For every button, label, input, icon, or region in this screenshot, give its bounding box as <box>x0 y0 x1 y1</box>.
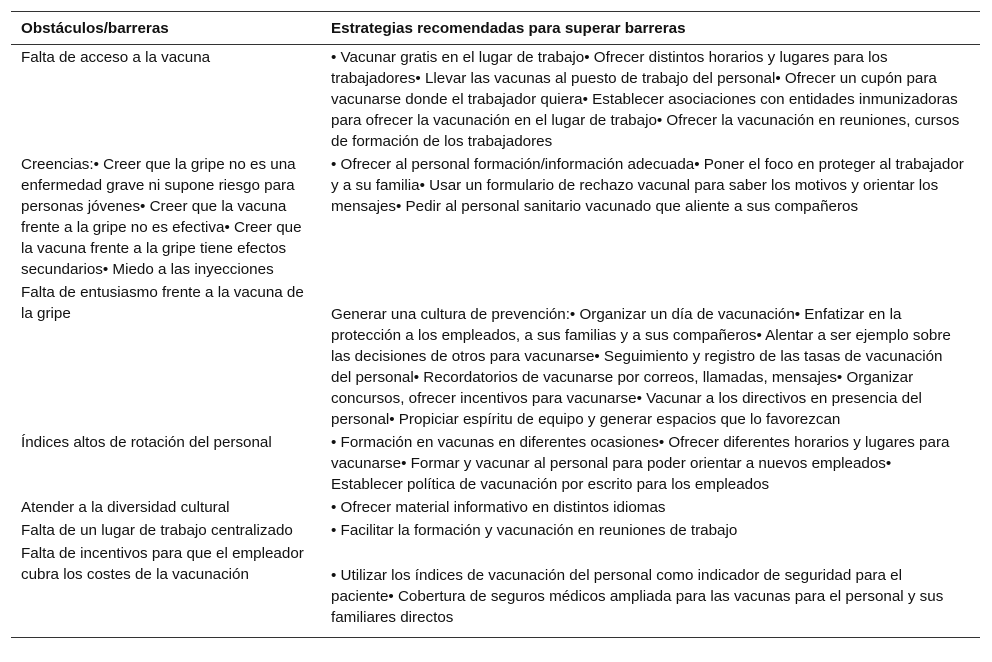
barriers-strategies-table <box>11 12 980 637</box>
header-obstacles: Obstáculos/barreras <box>11 12 321 45</box>
table-row <box>11 153 980 281</box>
obstacle-cell: Creencias:• Creer que la gripe no es una enfermedad grave ni supone riesgo para personas jóvenes• Creer que la vacuna frente a la gripe no es efectiva• Creer que la vacuna frente a la gripe tiene efectos secundarios• Miedo a las inyecciones <box>21 156 302 278</box>
table-header <box>11 12 980 45</box>
table-body <box>11 45 980 638</box>
header-row <box>11 12 980 45</box>
header-strategies: Estrategias recomendadas para superar barreras <box>321 12 980 45</box>
table-row <box>11 431 980 496</box>
table-row <box>11 281 980 431</box>
obstacle-cell: Falta de un lugar de trabajo centralizado <box>21 522 293 539</box>
table-row <box>11 45 980 154</box>
strategy-cell: • Utilizar los índices de vacunación del personal como indicador de seguridad para el paciente• Cobertura de seguros médicos ampliada para las vacunas para el personal y sus familiares directos <box>331 567 944 626</box>
strategy-cell: • Ofrecer al personal formación/información adecuada• Poner el foco en proteger al trabajador y a su familia• Usar un formulario de rechazo vacunal para saber los motivos y orientar los mensajes• Pedir al personal sanitario vacunado que aliente a sus compañeros <box>331 156 964 215</box>
strategy-cell: Generar una cultura de prevención:• Organizar un día de vacunación• Enfatizar en la protección a los empleados, a sus familias y a sus compañeros• Alentar a ser ejemplo sobre las decisiones de otros para vacunarse• Seguimiento y registro de las tasas de vacunación del personal• Recordatorios de vacunarse por correos, llamadas, mensajes• Organizar concursos, ofrecer incentivos para vacunarse• Vacunar a los directivos en presencia del personal• Propiciar espíritu de equipo y generar espacios que lo favorezcan <box>331 306 951 428</box>
barriers-table-container <box>11 11 980 638</box>
obstacle-cell: Atender a la diversidad cultural <box>21 499 230 516</box>
strategy-cell: • Ofrecer material informativo en distintos idiomas <box>331 499 666 516</box>
obstacle-cell: Índices altos de rotación del personal <box>21 434 272 451</box>
table-row <box>11 519 980 542</box>
obstacle-cell: Falta de acceso a la vacuna <box>21 49 211 66</box>
table-row <box>11 542 980 637</box>
strategy-cell: • Facilitar la formación y vacunación en reuniones de trabajo <box>331 522 738 539</box>
table-row <box>11 496 980 519</box>
strategy-cell: • Formación en vacunas en diferentes ocasiones• Ofrecer diferentes horarios y lugares para vacunarse• Formar y vacunar al personal para poder orientar a nuevos empleados• Establecer política de vacunación por escrito para los empleados <box>331 434 950 493</box>
obstacle-cell: Falta de incentivos para que el empleador cubra los costes de la vacunación <box>21 545 304 583</box>
obstacle-cell: Falta de entusiasmo frente a la vacuna de la gripe <box>21 284 304 322</box>
strategy-cell: • Vacunar gratis en el lugar de trabajo• Ofrecer distintos horarios y lugares para los trabajadores• Llevar las vacunas al puesto de trabajo del personal• Ofrecer un cupón para vacunarse donde el trabajador quiera• Establecer asociaciones con entidades inmunizadoras para ofrecer la vacunación en el lugar de trabajo• Ofrecer la vacunación en reuniones, cursos de formación de los trabajadores <box>331 49 960 150</box>
